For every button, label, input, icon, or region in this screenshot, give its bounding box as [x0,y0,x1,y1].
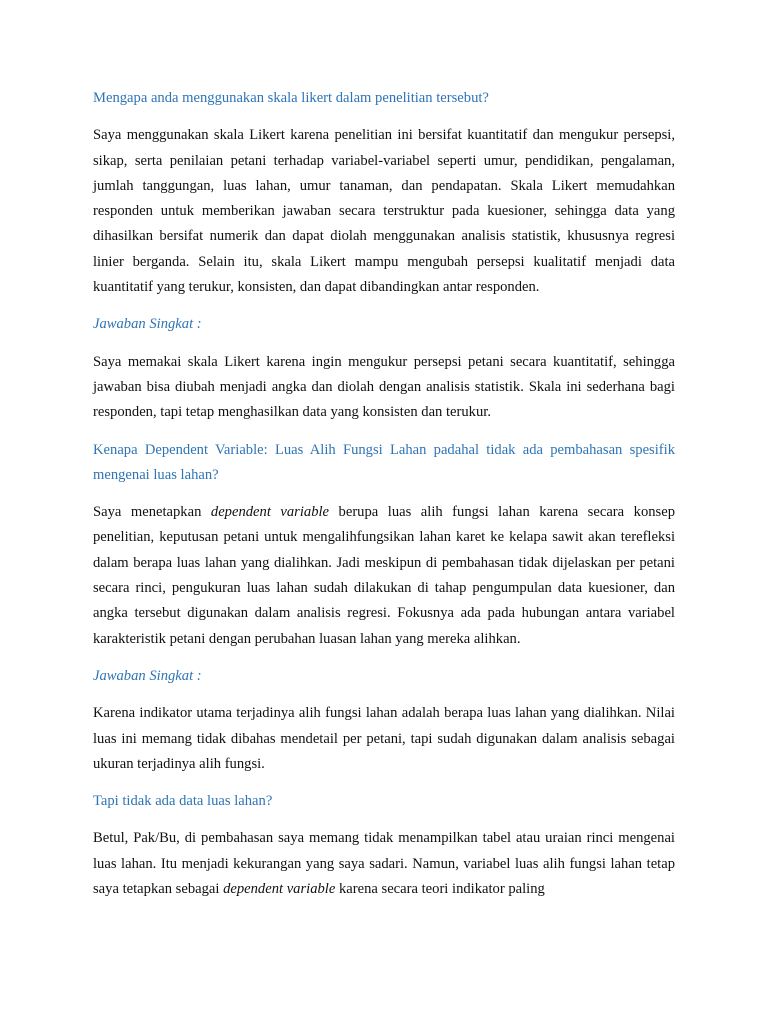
answer-dependent-variable [93,500,675,652]
answer-text: berupa luas alih fungsi lahan karena secara konsep penelitian, keputusan petani untuk mengalihfungsikan lahan karet ke kelapa sawit akan terefleksi dalam berapa luas lahan yang dialihkan. Jadi meskipun di pembahasan tidak dijelaskan per petani secara rinci, pengukuran luas lahan sudah dilakukan di tahap pengumpulan data kuesioner, dan angka tersebut digunakan dalam analisis regresi. Fokusnya ada pada hubungan antara variabel karakteristik petani dengan perubahan luasan lahan yang mereka alihkan. [93,504,675,647]
short-answer-label: Jawaban Singkat : [93,316,202,333]
question-land-data: Tapi tidak ada data luas lahan? [93,793,273,810]
question-dependent-variable: Kenapa Dependent Variable: Luas Alih Fungsi Lahan padahal tidak ada pembahasan spesifik mengenai luas lahan? [93,441,675,483]
short-answer-label: Jawaban Singkat : [93,667,202,684]
answer-text: Betul, Pak/Bu, di pembahasan saya memang tidak menampilkan tabel atau uraian rinci mengenai luas lahan. Itu menjadi kekurangan yang saya sadari. Namun, variabel luas alih fungsi lahan tetap saya tetapkan sebagai [93,830,675,898]
emphasis-term: dependent variable [223,881,336,898]
answer-text: Saya menetapkan [93,504,211,521]
question-likert: Mengapa anda menggunakan skala likert dalam penelitian tersebut? [93,90,489,106]
emphasis-term: dependent variable [210,504,330,521]
answer-likert: Saya menggunakan skala Likert karena penelitian ini bersifat kuantitatif dan mengukur persepsi, sikap, serta penilaian petani terhadap variabel-variabel seperti umur, pendidikan, pengalaman, jumlah tanggungan, luas lahan, umur tanaman, dan pendapatan. Skala Likert memudahkan responden untuk memberikan jawaban secara terstruktur pada kuesioner, sehingga data yang dihasilkan bersifat numerik dan dapat diolah menggunakan analisis statistik, khususnya regresi linier berganda. Selain itu, skala Likert mampu mengubah persepsi kualitatif menjadi data kuantitatif yang terukur, konsisten, dan dapat dibandingkan antar responden. [93,127,675,296]
answer-land-data [93,826,675,902]
short-answer-dependent-variable: Karena indikator utama terjadinya alih fungsi lahan adalah berapa luas lahan yang dialihkan. Nilai luas ini memang tidak dibahas mendetail per petani, tapi sudah digunakan dalam analisis sebagai ukuran terjadinya alih fungsi. [93,705,675,772]
short-answer-likert: Saya memakai skala Likert karena ingin mengukur persepsi petani secara kuantitatif, sehingga jawaban bisa diubah menjadi angka dan diolah dengan analisis statistik. Skala ini sederhana bagi responden, tapi tetap menghasilkan data yang konsisten dan terukur. [93,353,675,421]
answer-text: karena secara teori indikator paling [335,881,545,898]
